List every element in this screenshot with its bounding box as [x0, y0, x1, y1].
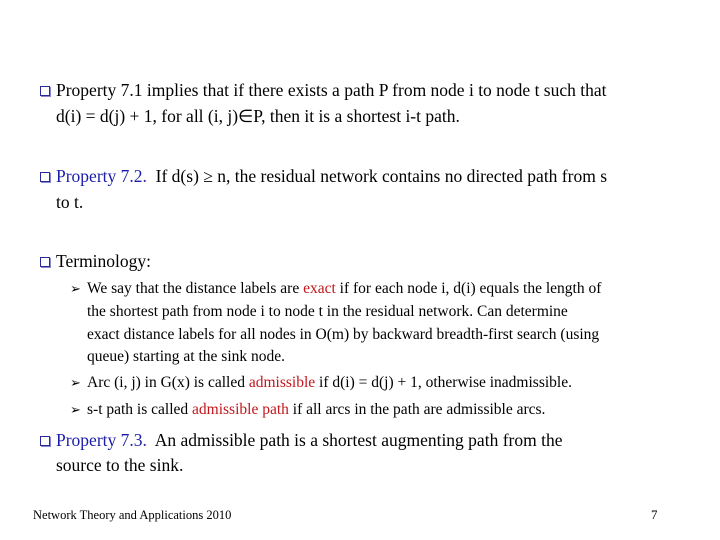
- checkbox-bullet-icon: [40, 172, 50, 182]
- property-7-3-line2: source to the sink.: [56, 455, 184, 475]
- page-number: 7: [651, 507, 658, 522]
- term-admissible: admissible: [248, 374, 316, 391]
- admissible-arc-definition: [87, 374, 572, 392]
- property-7-3-label: Property 7.3.: [56, 430, 147, 450]
- checkbox-bullet-icon: [40, 436, 50, 446]
- arrow-bullet-icon: ➢: [70, 402, 81, 417]
- text: if d(i) = d(j) + 1, otherwise inadmissible.: [315, 374, 572, 391]
- property-7-2-line2: to t.: [56, 192, 84, 212]
- property-7-1-line2: d(i) = d(j) + 1, for all (i, j)∈P, then it is a shortest i-t path.: [56, 106, 460, 126]
- property-7-2-text: If d(s) ≥ n, the residual network contains no directed path from s: [146, 166, 608, 186]
- arrow-bullet-icon: ➢: [70, 281, 81, 296]
- exact-definition-line2: the shortest path from node i to node t in the residual network. Can determine: [87, 303, 568, 320]
- text: if all arcs in the path are admissible arcs.: [288, 401, 546, 418]
- property-7-3-text: An admissible path is a shortest augmenting path from the: [146, 430, 563, 450]
- text: We say that the distance labels are: [87, 280, 304, 297]
- property-7-1-line1: Property 7.1 implies that if there exists a path P from node i to node t such that: [56, 80, 607, 100]
- footer: Network Theory and Applications 2010: [33, 508, 232, 522]
- text: s-t path is called: [87, 401, 193, 418]
- exact-definition-line1: [87, 280, 601, 298]
- term-admissible-path: admissible path: [192, 401, 289, 418]
- arrow-bullet-icon: ➢: [70, 375, 81, 390]
- checkbox-bullet-icon: [40, 257, 50, 267]
- property-7-3-line1: [56, 430, 562, 451]
- property-7-2-label: Property 7.2.: [56, 166, 147, 186]
- property-7-2-line1: [56, 166, 607, 187]
- checkbox-bullet-icon: [40, 86, 50, 96]
- text: Arc (i, j) in G(x) is called: [87, 374, 249, 391]
- terminology-heading: Terminology:: [56, 251, 152, 271]
- admissible-path-definition: [87, 401, 545, 419]
- exact-definition-line4: queue) starting at the sink node.: [87, 348, 286, 365]
- text: if for each node i, d(i) equals the length of: [335, 280, 602, 297]
- term-exact: exact: [303, 280, 336, 297]
- exact-definition-line3: exact distance labels for all nodes in O(m) by backward breadth-first search (using: [87, 326, 600, 343]
